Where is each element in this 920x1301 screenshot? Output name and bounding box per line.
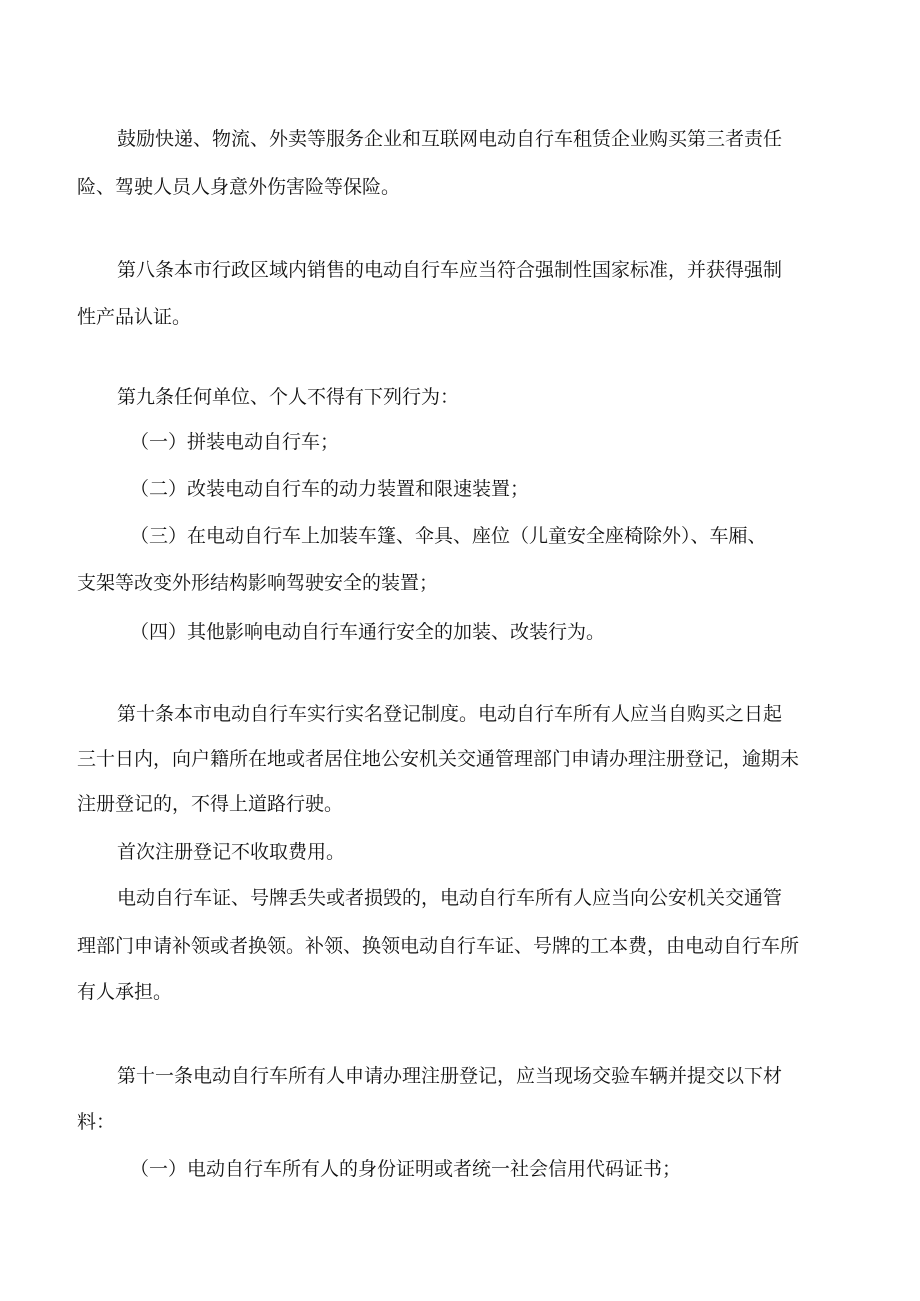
article-8-line: 性产品认证。: [77, 306, 192, 328]
list-item: （一）拼装电动自行车；: [130, 431, 340, 453]
article-9-heading: 第九条任何单位、个人不得有下列行为：: [117, 386, 460, 408]
article-8-line: 第八条本市行政区域内销售的电动自行车应当符合强制性国家标准，并获得强制: [117, 259, 783, 281]
article-10-line: 第十条本市电动自行车实行实名登记制度。电动自行车所有人应当自购买之日起: [117, 703, 783, 725]
paragraph-line: 有人承担。: [77, 981, 173, 1003]
paragraph-line: 电动自行车证、号牌丢失或者损毁的，电动自行车所有人应当向公安机关交通管: [117, 887, 783, 909]
article-10-line: 注册登记的，不得上道路行驶。: [77, 793, 344, 815]
list-item: （一）电动自行车所有人的身份证明或者统一社会信用代码证书；: [130, 1158, 682, 1180]
list-item: （四）其他影响电动自行车通行安全的加装、改装行为。: [130, 621, 606, 643]
list-item-continuation: 支架等改变外形结构影响驾驶安全的装置；: [77, 572, 439, 594]
paragraph-line: 鼓励快递、物流、外卖等服务企业和互联网电动自行车租赁企业购买第三者责任: [117, 128, 783, 150]
list-item: （三）在电动自行车上加装车篷、伞具、座位（儿童安全座椅除外）、车厢、: [130, 525, 767, 547]
paragraph-line: 理部门申请补领或者换领。补领、换领电动自行车证、号牌的工本费，由电动自行车所: [77, 935, 800, 957]
article-11-line: 料：: [77, 1111, 116, 1133]
article-11-line: 第十一条电动自行车所有人申请办理注册登记，应当现场交验车辆并提交以下材: [117, 1065, 783, 1087]
list-item: （二）改装电动自行车的动力装置和限速装置；: [130, 478, 530, 500]
paragraph-line: 首次注册登记不收取费用。: [117, 841, 346, 863]
article-10-line: 三十日内，向户籍所在地或者居住地公安机关交通管理部门申请办理注册登记，逾期未: [77, 748, 800, 770]
paragraph-line: 险、驾驶人员人身意外伤害险等保险。: [77, 176, 401, 198]
